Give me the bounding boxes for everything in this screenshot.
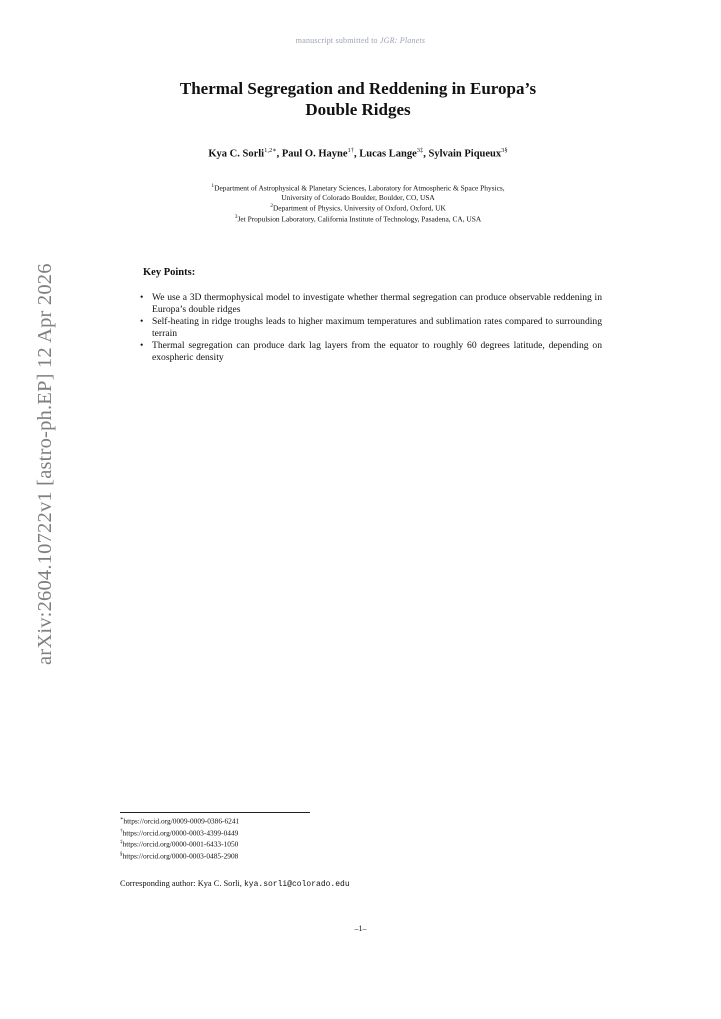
journal-name: JGR: Planets <box>379 36 426 45</box>
footnote-mark: § <box>120 852 123 858</box>
bullet-icon: • <box>140 316 144 328</box>
author-list: Kya C. Sorli$^{1,2∗}$, Paul O. Hayne$^{1\dagger}$, Lucas Lange$^{3\ddagger}$, Sylvain Piqueux$^{3\S}$ <box>208 147 508 160</box>
author-marks: 3‡ <box>416 147 424 154</box>
arxiv-identifier-stamp: arXiv:2604.10722v1 [astro-ph.EP] 12 Apr 2026 <box>34 263 56 665</box>
orcid-link[interactable]: https://orcid.org/0000-0003-4399-0449 <box>122 828 239 838</box>
author-marks: 3§ <box>501 147 508 154</box>
affiliation-mark: 3 <box>234 213 238 220</box>
title-line-1: Thermal Segregation and Reddening in Europa’s <box>179 79 537 98</box>
affiliation-text: Jet Propulsion Laboratory, California Institute of Technology, Pasadena, CA, USA <box>237 214 482 224</box>
orcid-link[interactable]: https://orcid.org/0000-0001-6433-1050 <box>122 839 239 849</box>
author-marks: 1,2∗ <box>264 147 277 154</box>
affiliation <box>90 213 626 224</box>
affiliation-text: University of Colorado Boulder, Boulder, CO, USA <box>281 192 435 202</box>
manuscript-header <box>0 36 721 45</box>
author-marks: 1† <box>347 147 355 154</box>
title-line-2: Double Ridges <box>305 100 411 119</box>
affiliation-text: Department of Physics, University of Oxford, Oxford, UK <box>272 203 446 213</box>
page-number: –1– <box>354 924 367 933</box>
corresponding-email-link[interactable]: kya.sorli@colorado.edu <box>244 880 350 889</box>
key-point-text: Self-heating in ridge troughs leads to higher maximum temperatures and sublimation rates compared to surrounding terrain <box>152 316 602 339</box>
footnote-list <box>120 815 239 862</box>
affiliation <box>90 182 626 193</box>
key-points-heading: Key Points: <box>143 267 196 278</box>
bullet-icon: • <box>140 340 144 352</box>
corresponding-author <box>120 879 350 889</box>
corresponding-label: Corresponding author: Kya C. Sorli, <box>120 879 244 888</box>
author-name: Sylvain Piqueux <box>428 148 502 160</box>
key-point-text: We use a 3D thermophysical model to investigate whether thermal segregation can produce observable reddening in Europa’s double ridges <box>152 292 602 315</box>
paper-title <box>120 78 596 120</box>
author-name: Kya C. Sorli <box>208 148 265 160</box>
author-name: Lucas Lange <box>359 148 417 160</box>
footnote <box>120 838 239 850</box>
footnote <box>120 827 239 839</box>
affiliation-mark: 1 <box>211 183 215 189</box>
key-points-list <box>138 292 602 365</box>
bullet-icon: • <box>140 292 144 303</box>
affiliation <box>90 202 626 213</box>
key-point-text: Thermal segregation can produce dark lag layers from the equator to roughly 60 degrees latitude, depending on exospheric density <box>152 340 602 363</box>
manuscript-note: manuscript submitted to <box>295 36 380 45</box>
affiliation-list <box>90 182 626 223</box>
key-point-item <box>138 340 602 363</box>
footnote <box>120 850 239 862</box>
footnote-mark: ‡ <box>120 840 123 846</box>
footnote-divider <box>120 812 310 813</box>
key-point-item <box>138 316 602 339</box>
footnote-mark: ∗ <box>120 817 124 822</box>
author-name: Paul O. Hayne <box>281 148 348 160</box>
footnote-mark: † <box>120 828 123 834</box>
orcid-link[interactable]: https://orcid.org/0000-0003-0485-2908 <box>122 851 239 861</box>
footnote <box>120 815 239 827</box>
key-point-item <box>138 292 602 315</box>
orcid-link[interactable]: https://orcid.org/0009-0009-0386-6241 <box>123 816 240 826</box>
affiliation <box>90 193 626 202</box>
affiliation-mark: 2 <box>270 202 273 209</box>
affiliation-text: Department of Astrophysical & Planetary Sciences, Laboratory for Atmospheric & Space Physics, <box>214 183 505 193</box>
